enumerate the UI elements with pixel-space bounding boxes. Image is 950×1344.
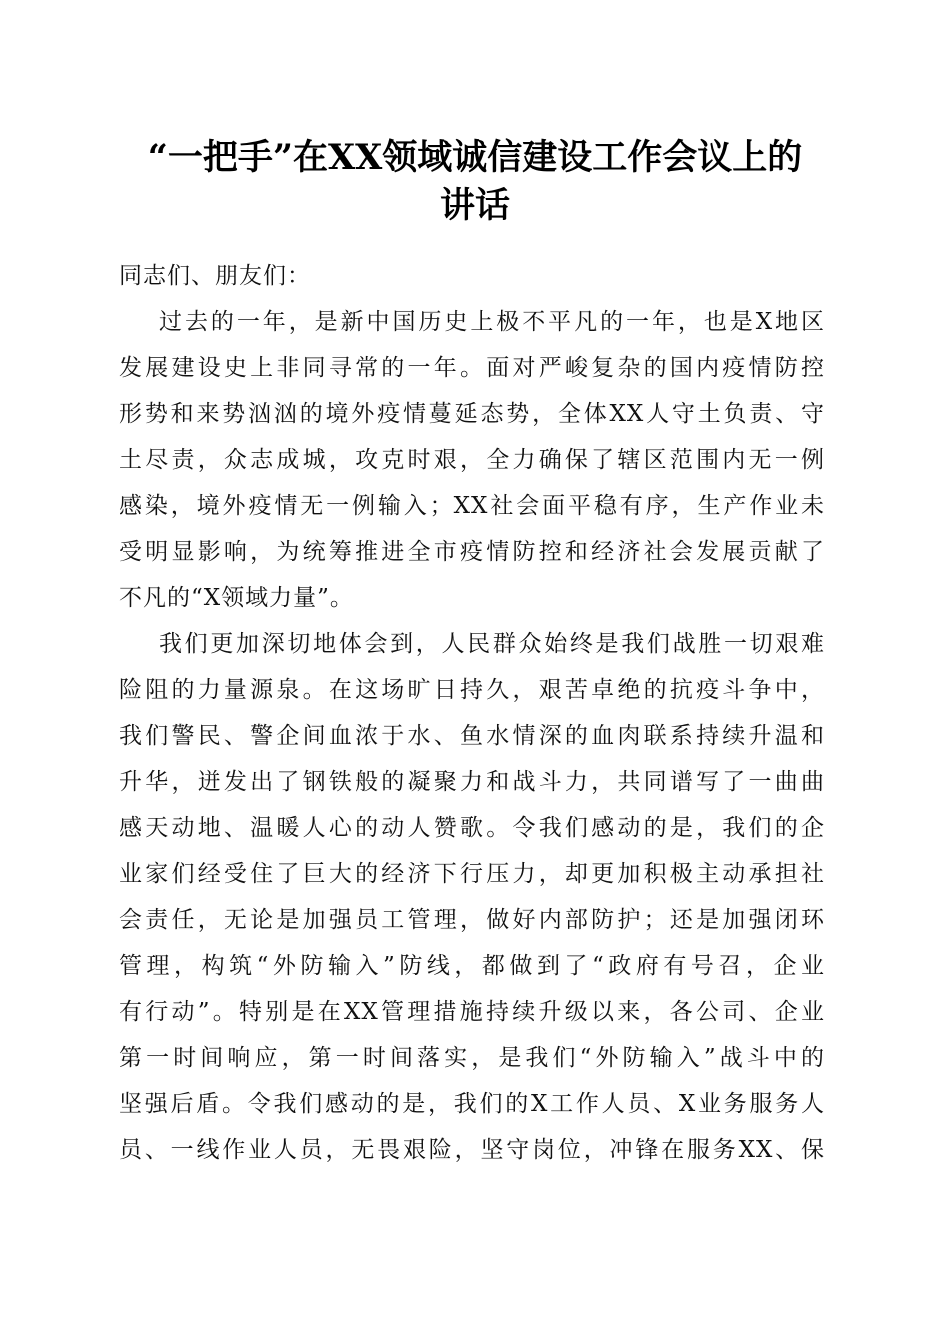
text-line: 第一时间响应，第一时间落实，是我们“外防输入”战斗中的 — [119, 1045, 825, 1071]
text-line: 险阻的力量源泉。在这场旷日持久，艰苦卓绝的抗疫斗争中， — [119, 677, 825, 703]
text-line: 发展建设史上非同寻常的一年。面对严峻复杂的国内疫情防控 — [119, 355, 825, 381]
text-line: 有行动”。特别是在XX管理措施持续升级以来，各公司、企业 — [119, 999, 825, 1025]
title-line: 讲话 — [439, 185, 510, 226]
text-line: 管理，构筑“外防输入”防线，都做到了“政府有号召，企业 — [119, 953, 825, 979]
text-line: 形势和来势汹汹的境外疫情蔓延态势，全体XX人守土负责、守 — [119, 401, 825, 427]
text-line: 我们警民、警企间血浓于水、鱼水情深的血肉联系持续升温和 — [119, 723, 825, 749]
text-line: 土尽责，众志成城，攻克时艰，全力确保了辖区范围内无一例 — [119, 447, 825, 473]
paragraph-2 — [119, 621, 825, 1173]
salutation: 同志们、朋友们： — [119, 263, 311, 289]
text-line: 受明显影响，为统筹推进全市疫情防控和经济社会发展贡献了 — [119, 539, 825, 565]
text-line: 业家们经受住了巨大的经济下行压力，却更加积极主动承担社 — [119, 861, 825, 887]
title-line: “一把手”在XX领域诚信建设工作会议上的 — [147, 137, 803, 178]
text-line: 员、一线作业人员，无畏艰险，坚守岗位，冲锋在服务XX、保 — [119, 1137, 825, 1163]
text-line: 我们更加深切地体会到，人民群众始终是我们战胜一切艰难 — [159, 631, 825, 657]
document-title — [100, 134, 850, 230]
text-line: 不凡的“X领域力量”。 — [119, 585, 354, 611]
text-line: 坚强后盾。令我们感动的是，我们的X工作人员、X业务服务人 — [119, 1091, 825, 1117]
document-body — [119, 253, 825, 1173]
paragraph-1 — [119, 299, 825, 621]
text-line: 感天动地、温暖人心的动人赞歌。令我们感动的是，我们的企 — [119, 815, 825, 841]
text-line: 过去的一年，是新中国历史上极不平凡的一年，也是X地区 — [159, 309, 825, 335]
text-line: 会责任，无论是加强员工管理，做好内部防护；还是加强闭环 — [119, 907, 825, 933]
text-line: 感染，境外疫情无一例输入；XX社会面平稳有序，生产作业未 — [119, 493, 825, 519]
text-line: 升华，迸发出了钢铁般的凝聚力和战斗力，共同谱写了一曲曲 — [119, 769, 825, 795]
